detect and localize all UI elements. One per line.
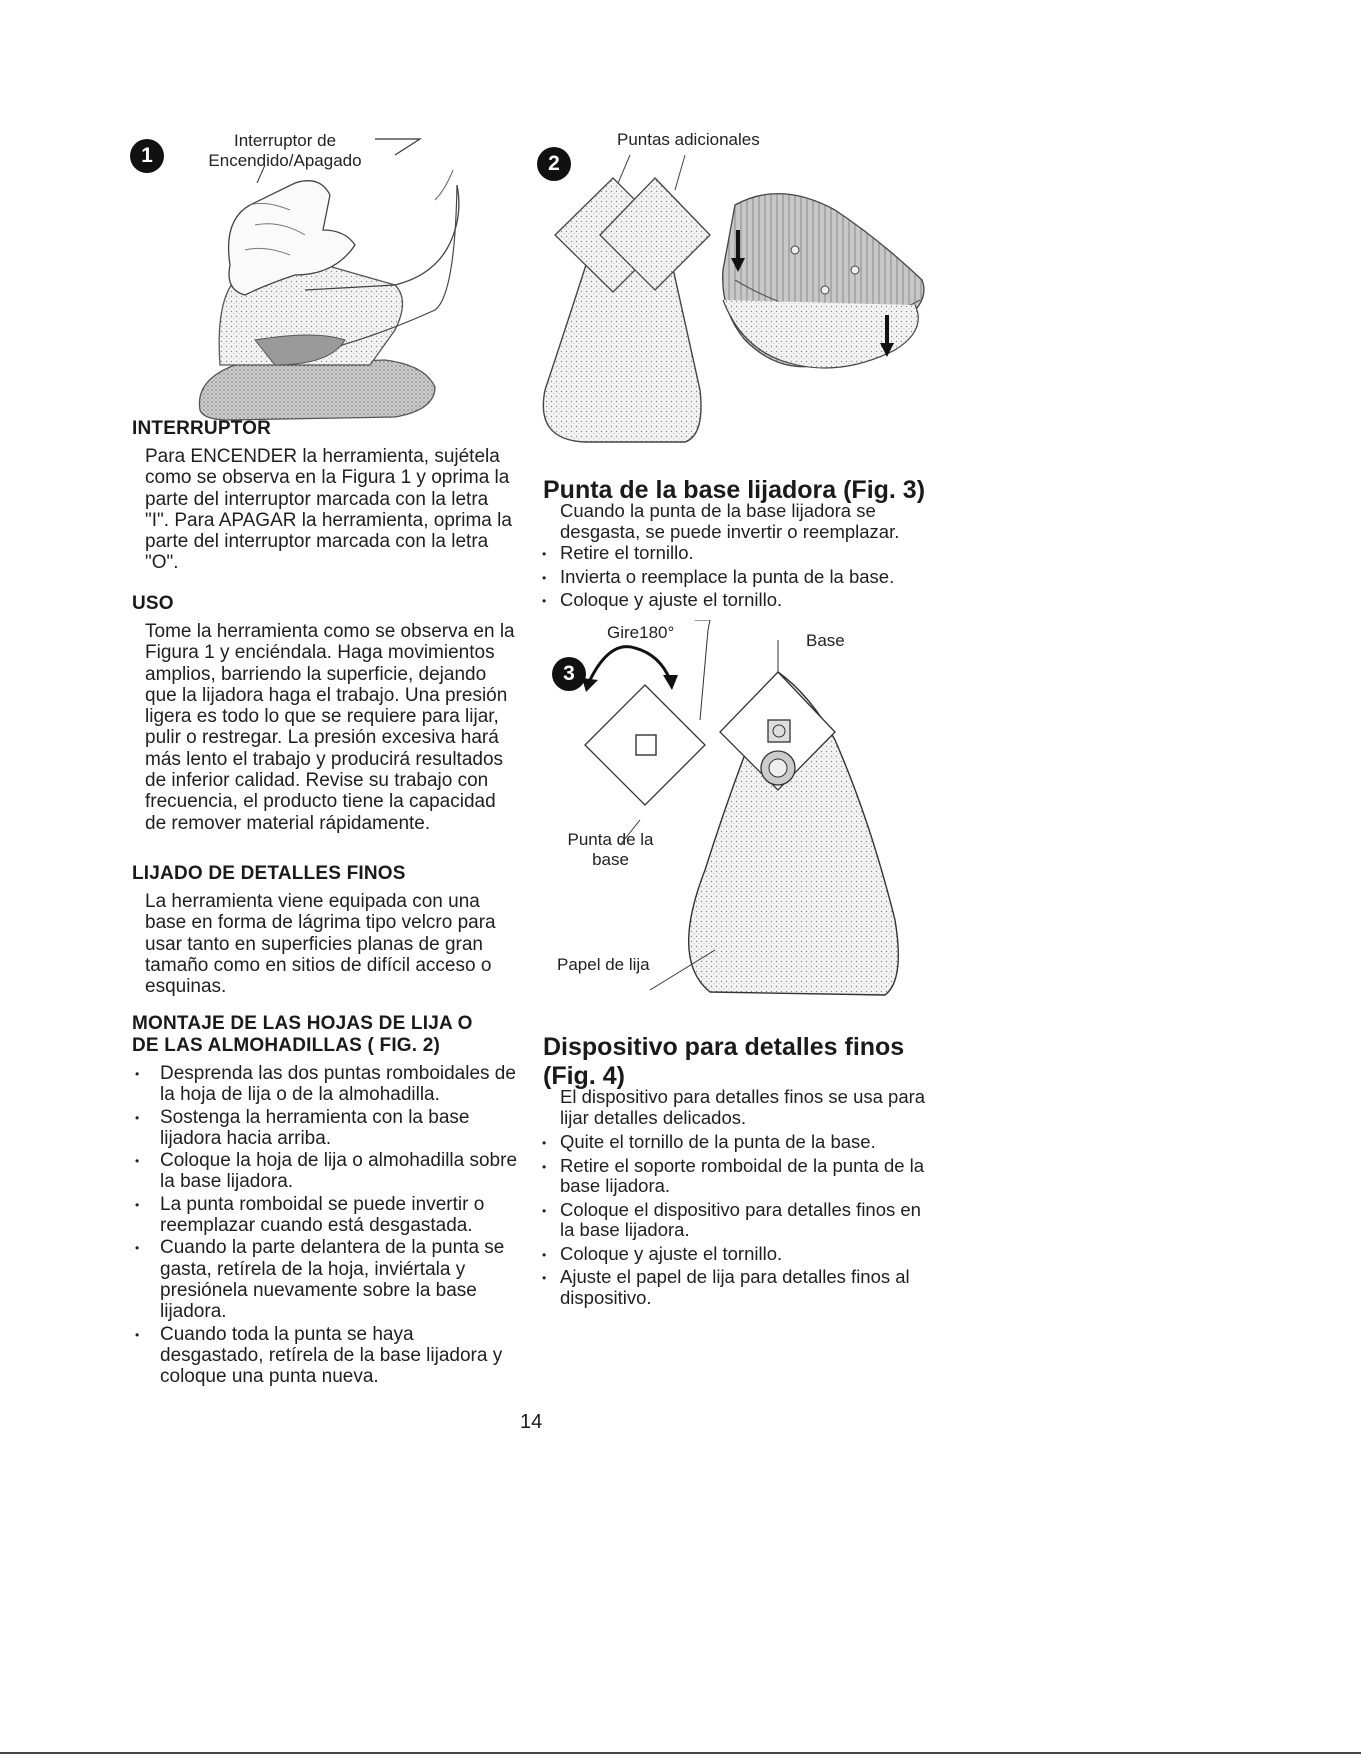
dispositivo-list <box>542 1132 932 1311</box>
callout-line: Encendido/Apagado <box>208 151 362 170</box>
uso-text: Tome la herramienta como se observa en la Figura 1 y enciéndala. Haga movimientos amplios, barriendo la superficie, dejando que la lijadora haga el trabajo. Una presión ligera es todo lo que se requiere para lijar, pulir o restregar. La presión excesiva hará más lento el trabajo y producirá resultados de inferior calidad. Revise su trabajo con frecuencia, el producto tiene la capacidad de remover material rápidamente. <box>145 621 515 834</box>
punta-heading: Punta de la base lijadora (Fig. 3) <box>543 476 926 504</box>
interruptor-text: Para ENCENDER la herramienta, sujétela como se observa en la Figura 1 y oprima la parte del interruptor marcada con la letra "I". Para APAGAR la herramienta, oprima la parte del interruptor marcada con la letra "O". <box>145 446 512 574</box>
list-item: • Ajuste el papel de lija para detalles finos al dispositivo. <box>542 1267 932 1308</box>
figure-1-sander-illustration <box>195 125 520 425</box>
lijado-heading: LIJADO DE DETALLES FINOS <box>132 863 406 884</box>
list-item: • Coloque la hoja de lija o almohadilla sobre la base lijadora. <box>132 1150 522 1193</box>
interruptor-heading: INTERRUPTOR <box>132 418 272 439</box>
callout-line: base <box>592 850 629 869</box>
list-item: • Invierta o reemplace la punta de la base. <box>542 567 932 588</box>
montaje-heading <box>132 1013 473 1057</box>
figure-2-sanding-sheets-illustration <box>535 150 925 450</box>
list-item: • Coloque y ajuste el tornillo. <box>542 1244 932 1265</box>
list-item: • Retire el tornillo. <box>542 543 932 564</box>
list-item: • Sostenga la herramienta con la base lijadora hacia arriba. <box>132 1107 522 1150</box>
figure-2-number: 2 <box>537 147 571 181</box>
heading-line: (Fig. 4) <box>543 1062 625 1090</box>
uso-heading: USO <box>132 593 174 614</box>
figure-3-number: 3 <box>552 657 586 691</box>
montaje-list <box>132 1063 522 1388</box>
figure-2-callout: Puntas adicionales <box>617 130 760 149</box>
punta-list <box>542 543 932 614</box>
figure-3-tip-diagram <box>560 620 920 1010</box>
list-item: • Coloque y ajuste el tornillo. <box>542 590 932 611</box>
heading-line: MONTAJE DE LAS HOJAS DE LIJA O <box>132 1013 473 1034</box>
lijado-text: La herramienta viene equipada con una base en forma de lágrima tipo velcro para usar tanto en superficies planas de gran tamaño como en sitios de difícil acceso o esquinas. <box>145 891 496 998</box>
list-item: • Cuando toda la punta se haya desgastado, retírela de la base lijadora y coloque una punta nueva. <box>132 1324 522 1388</box>
list-item: • Desprenda las dos puntas romboidales de la hoja de lija o de la almohadilla. <box>132 1063 522 1106</box>
figure-3-paper-callout: Papel de lija <box>557 955 650 974</box>
punta-text: Cuando la punta de la base lijadora se desgasta, se puede invertir o reemplazar. <box>560 500 900 542</box>
heading-line: Dispositivo para detalles finos <box>543 1033 905 1061</box>
figure-3-base-callout: Base <box>806 631 845 650</box>
list-item: • Coloque el dispositivo para detalles finos en la base lijadora. <box>542 1200 932 1241</box>
bottom-edge-line <box>0 1752 1361 1754</box>
list-item: • Cuando la parte delantera de la punta se gasta, retírela de la hoja, inviértala y presiónela nuevamente sobre la base lijadora. <box>132 1237 522 1322</box>
callout-line: Punta de la <box>567 830 654 849</box>
heading-line: DE LAS ALMOHADILLAS ( FIG. 2) <box>132 1035 441 1056</box>
list-item: • Quite el tornillo de la punta de la base. <box>542 1132 932 1153</box>
page-number: 14 <box>520 1411 543 1433</box>
figure-3-rotate-callout: Gire180° <box>607 623 675 642</box>
dispositivo-heading <box>543 1033 904 1091</box>
figure-1-number: 1 <box>130 139 164 173</box>
list-item: • Retire el soporte romboidal de la punta de la base lijadora. <box>542 1156 932 1197</box>
list-item: • La punta romboidal se puede invertir o reemplazar cuando está desgastada. <box>132 1194 522 1237</box>
dispositivo-text: El dispositivo para detalles finos se usa para lijar detalles delicados. <box>560 1086 926 1128</box>
callout-line: Interruptor de <box>233 131 337 150</box>
